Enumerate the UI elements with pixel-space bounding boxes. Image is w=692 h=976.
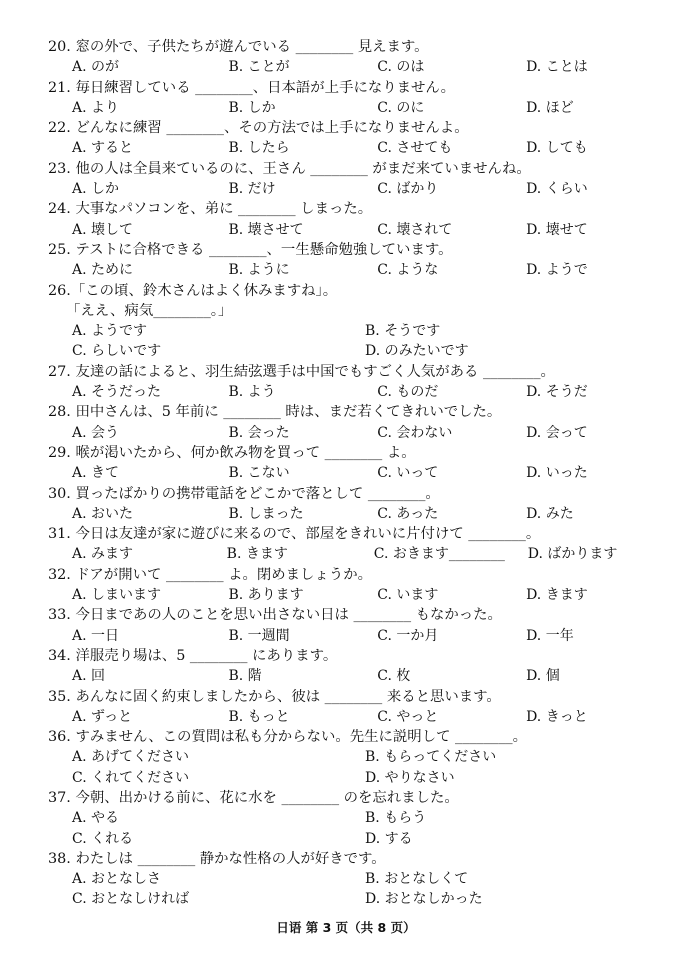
answer-option: A. きて <box>72 465 120 482</box>
question-item <box>48 281 648 362</box>
question-stem: 21. 毎日練習している ________、日本語が上手になりません。 <box>48 79 456 96</box>
question-stem: 35. あんなに固く約束しましたから、彼は ________ 来ると思います。 <box>48 688 501 705</box>
answer-option: C. させても <box>377 140 453 157</box>
answer-option: C. やっと <box>377 708 439 725</box>
answer-option: C. います <box>377 587 439 604</box>
question-stem: 36. すみません、この質問は私も分からない。先生に説明して ________。 <box>48 729 528 746</box>
option-row <box>48 98 648 118</box>
option-row <box>48 260 648 280</box>
page-footer: 日语 第 3 页（共 8 页） <box>276 920 416 935</box>
question-item <box>48 78 648 119</box>
question-item <box>48 605 648 646</box>
question-stem: 22. どんなに練習 ________、その方法では上手になりませんよ。 <box>48 120 469 137</box>
answer-option: C. のに <box>377 99 425 116</box>
question-stem: 34. 洋服売り場は、5 ________ にあります。 <box>48 647 338 664</box>
answer-option: C. 枚 <box>377 668 411 685</box>
answer-option: D. きっと <box>526 708 588 725</box>
answer-option: B. ように <box>228 262 290 279</box>
question-item <box>48 402 648 443</box>
option-row <box>48 382 648 402</box>
question-item <box>48 199 648 240</box>
answer-option: A. より <box>72 99 120 116</box>
option-row <box>48 626 648 646</box>
answer-option: A. みます <box>72 546 134 563</box>
question-item <box>48 118 648 159</box>
answer-option: C. おきます________ <box>373 546 505 563</box>
answer-option: D. 壊せて <box>526 221 588 238</box>
answer-option: C. ばかり <box>377 181 439 198</box>
answer-option: A. しか <box>72 181 120 198</box>
answer-option: B. したら <box>228 140 290 157</box>
answer-option: C. 会わない <box>377 424 453 441</box>
answer-option: B. きます <box>226 546 288 563</box>
answer-option: D. ようで <box>526 262 588 279</box>
answer-option: D. おとなしかった <box>365 891 483 908</box>
answer-option: B. 一週間 <box>228 627 290 644</box>
answer-option: B. 階 <box>228 668 262 685</box>
question-stem: 38. わたしは ________ 静かな性格の人が好きです。 <box>48 850 386 867</box>
answer-option: B. こない <box>228 465 290 482</box>
question-item <box>48 159 648 200</box>
option-row <box>48 220 648 240</box>
option-row <box>48 57 648 77</box>
answer-option: B. しまった <box>228 505 304 522</box>
option-row <box>48 504 648 524</box>
answer-option: A. ようです <box>72 323 148 340</box>
option-row <box>48 768 648 788</box>
answer-option: A. やる <box>72 810 120 827</box>
question-list <box>48 37 648 910</box>
answer-option: D. 個 <box>526 668 560 685</box>
answer-option: C. くれてください <box>72 769 190 786</box>
answer-option: D. のみたいです <box>365 343 469 360</box>
option-row <box>48 666 648 686</box>
option-row <box>48 463 648 483</box>
answer-option: A. すると <box>72 140 134 157</box>
answer-option: B. あります <box>228 587 304 604</box>
answer-option: D. ほど <box>526 99 574 116</box>
answer-option: A. おとなしさ <box>72 871 162 888</box>
answer-option: B. おとなしくて <box>365 871 469 888</box>
answer-option: D. しても <box>526 140 588 157</box>
question-stem: 23. 他の人は全員来ているのに、王さん ________ がまだ来ていませんね。 <box>48 160 531 177</box>
question-item <box>48 37 648 78</box>
option-row <box>48 138 648 158</box>
option-row <box>48 544 648 564</box>
answer-option: B. もらってください <box>365 749 497 766</box>
answer-option: B. だけ <box>228 181 276 198</box>
question-item <box>48 362 648 403</box>
answer-option: B. もっと <box>228 708 290 725</box>
answer-option: A. そうだった <box>72 384 162 401</box>
answer-option: D. 一年 <box>526 627 574 644</box>
answer-option: D. きます <box>526 587 588 604</box>
answer-option: A. おいた <box>72 505 134 522</box>
answer-option: C. 一か月 <box>377 627 439 644</box>
answer-option: B. もらう <box>365 810 427 827</box>
question-item <box>48 687 648 728</box>
answer-option: C. くれる <box>72 830 134 847</box>
answer-option: D. する <box>365 830 413 847</box>
option-row <box>48 707 648 727</box>
answer-option: D. くらい <box>526 181 588 198</box>
answer-option: B. よう <box>228 384 276 401</box>
question-item <box>48 443 648 484</box>
answer-option: D. ばかります <box>527 546 618 563</box>
question-stem: 26.「この頃、鈴木さんはよく休みますね」。 <box>48 282 338 299</box>
answer-option: C. あった <box>377 505 439 522</box>
option-row <box>48 585 648 605</box>
question-stem: 25. テストに合格できる ________、一生懸命勉強しています。 <box>48 241 453 258</box>
question-item <box>48 524 648 565</box>
answer-option: C. いって <box>377 465 439 482</box>
answer-option: D. 会って <box>526 424 588 441</box>
answer-option: A. 会う <box>72 424 120 441</box>
question-item <box>48 646 648 687</box>
answer-option: C. ような <box>377 262 439 279</box>
question-stem: 29. 喉が渇いたから、何か飲み物を買って ________ よ。 <box>48 444 416 461</box>
option-row <box>48 179 648 199</box>
question-item <box>48 240 648 281</box>
answer-option: C. ものだ <box>377 384 439 401</box>
option-row <box>48 869 648 889</box>
question-item <box>48 788 648 849</box>
question-stem: 24. 大事なパソコンを、弟に ________ しまった。 <box>48 201 373 218</box>
answer-option: A. あげてください <box>72 749 190 766</box>
answer-option: B. 会った <box>228 424 290 441</box>
answer-option: A. 壊して <box>72 221 134 238</box>
answer-option: C. らしいです <box>72 343 162 360</box>
question-stem: 28. 田中さんは、5 年前に ________ 時は、まだ若くてきれいでした。 <box>48 404 502 421</box>
question-stem: 37. 今朝、出かける前に、花に水を ________ のを忘れました。 <box>48 789 459 806</box>
answer-option: B. ことが <box>228 59 290 76</box>
answer-option: B. そうです <box>365 323 441 340</box>
answer-option: A. のが <box>72 59 120 76</box>
answer-option: D. やりなさい <box>365 769 455 786</box>
answer-option: B. 壊させて <box>228 221 304 238</box>
answer-option: C. おとなしければ <box>72 891 190 908</box>
question-item <box>48 565 648 606</box>
option-row <box>48 341 648 361</box>
answer-option: D. そうだ <box>526 384 588 401</box>
option-row <box>48 747 648 767</box>
answer-option: A. ために <box>72 262 134 279</box>
question-stem: 31. 今日は友達が家に遊びに来るので、部屋をきれいに片付けて ________。 <box>48 526 541 543</box>
question-item <box>48 727 648 788</box>
answer-option: D. ことは <box>526 59 588 76</box>
option-row <box>48 321 648 341</box>
answer-option: C. のは <box>377 59 425 76</box>
option-row <box>48 808 648 828</box>
question-stem: 27. 友達の話によると、羽生結弦選手は中国でもすごく人気がある ________。 <box>48 363 555 380</box>
question-stem: 20. 窓の外で、子供たちが遊んでいる ________ 見えます。 <box>48 39 429 55</box>
answer-option: B. しか <box>228 99 276 116</box>
question-stem: 33. 今日まであの人のことを思い出さない日は ________ もなかった。 <box>48 607 502 624</box>
answer-option: D. みた <box>526 505 574 522</box>
question-item <box>48 484 648 525</box>
question-stem: 30. 買ったばかりの携帯電話をどこかで落として ________。 <box>48 485 440 502</box>
option-row <box>48 829 648 849</box>
answer-option: C. 壊されて <box>377 221 453 238</box>
question-dialogue-line: 「ええ、病気________。」 <box>66 302 233 319</box>
option-row <box>48 423 648 443</box>
answer-option: A. 回 <box>72 668 106 685</box>
option-row <box>48 889 648 909</box>
question-stem: 32. ドアが開いて ________ よ。閉めましょうか。 <box>48 566 372 583</box>
answer-option: A. ずっと <box>72 708 133 725</box>
answer-option: D. いった <box>526 465 588 482</box>
question-item <box>48 849 648 910</box>
answer-option: A. 一日 <box>72 627 120 644</box>
answer-option: A. しまいます <box>72 587 162 604</box>
